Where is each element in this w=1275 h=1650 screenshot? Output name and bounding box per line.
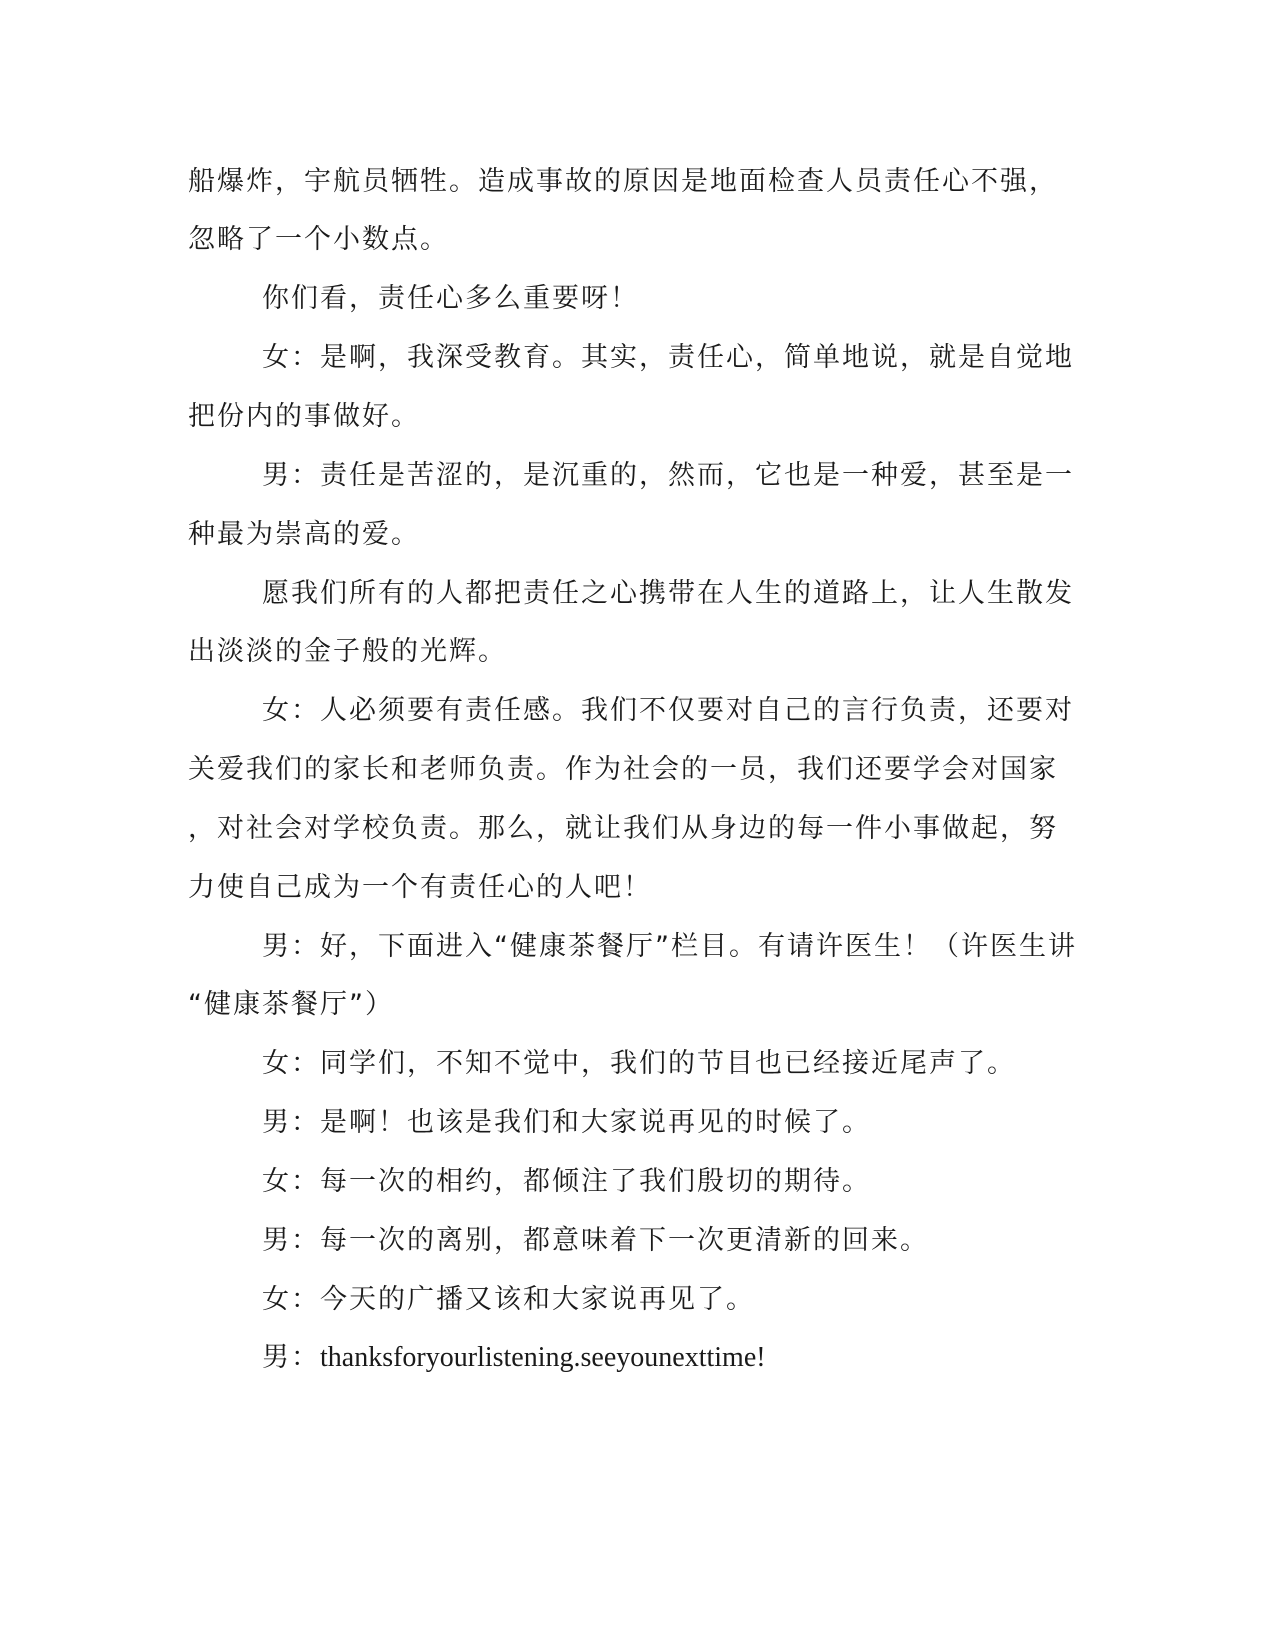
text-line: “健康茶餐厅”）: [188, 989, 394, 1020]
text-line: 女：同学们，不知不觉中，我们的节目也已经接近尾声了。: [262, 1048, 1016, 1079]
text-line: 女：是啊，我深受教育。其实，责任心，简单地说，就是自觉地: [262, 342, 1074, 373]
text-line: 男：每一次的离别，都意味着下一次更清新的回来。: [262, 1225, 929, 1256]
text-line-last: [262, 1338, 766, 1378]
text-line: ，对社会对学校负责。那么，就让我们从身边的每一件小事做起，努: [188, 813, 1058, 844]
text-line: 男：好，下面进入“健康茶餐厅”栏目。有请许医生！（许医生讲: [262, 931, 1077, 962]
closing-text: thanksforyourlistening.seeyounexttime!: [320, 1342, 766, 1373]
text-line: 女：今天的广播又该和大家说再见了。: [262, 1284, 755, 1315]
text-line: 船爆炸，宇航员牺牲。造成事故的原因是地面检查人员责任心不强，: [188, 166, 1058, 197]
text-line: 女：每一次的相约，都倾注了我们殷切的期待。: [262, 1166, 871, 1197]
speaker-label: 男：: [262, 1342, 320, 1373]
text-line: 忽略了一个小数点。: [188, 224, 449, 255]
text-line: 种最为崇高的爱。: [188, 519, 420, 550]
text-line: 愿我们所有的人都把责任之心携带在人生的道路上，让人生散发: [262, 578, 1074, 609]
text-line: 把份内的事做好。: [188, 401, 420, 432]
text-line: 关爱我们的家长和老师负责。作为社会的一员，我们还要学会对国家: [188, 754, 1058, 785]
text-line: 男：是啊！也该是我们和大家说再见的时候了。: [262, 1107, 871, 1138]
text-line: 男：责任是苦涩的，是沉重的，然而，它也是一种爱，甚至是一: [262, 460, 1074, 491]
text-line: 出淡淡的金子般的光辉。: [188, 636, 507, 667]
text-line: 你们看，责任心多么重要呀！: [262, 283, 639, 314]
text-line: 女：人必须要有责任感。我们不仅要对自己的言行负责，还要对: [262, 695, 1074, 726]
text-line: 力使自己成为一个有责任心的人吧！: [188, 872, 652, 903]
